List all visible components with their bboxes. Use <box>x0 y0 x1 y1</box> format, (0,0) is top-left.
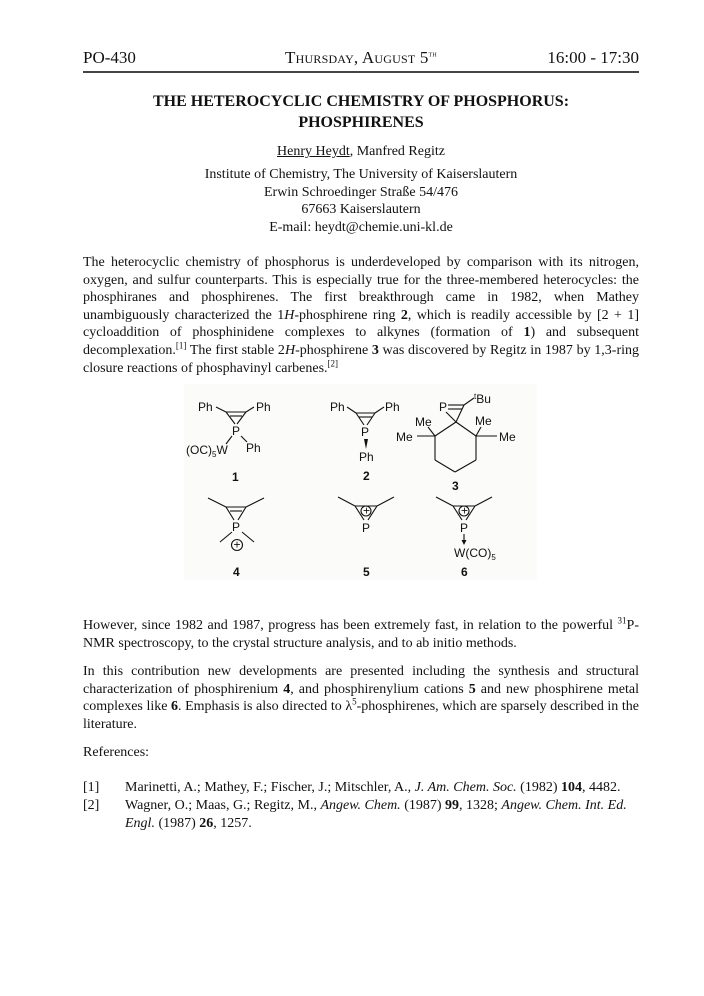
header-rule <box>83 71 639 73</box>
atom-label: P <box>362 521 371 535</box>
citation: [2] <box>327 357 339 368</box>
atom-label: P <box>232 424 241 438</box>
author-separator: , <box>349 144 357 159</box>
reference-text: Marinetti, A.; Mathey, F.; Fischer, J.; Mitschler, A., J. Am. Chem. Soc. (1982) 104, 4482. <box>125 780 621 795</box>
compound-ref: 6 <box>171 699 179 715</box>
title-line-1: THE HETEROCYCLIC CHEMISTRY OF PHOSPHORUS: <box>152 93 570 110</box>
volume: 104 <box>561 780 582 795</box>
page-header <box>83 48 639 70</box>
affiliation-institute: Institute of Chemistry, The University of Kaiserslautern <box>204 167 518 182</box>
compound-ref: 1 <box>523 325 531 341</box>
text-run-italic: H <box>284 307 295 323</box>
journal-name: Angew. Chem. Int. Ed. Engl. <box>125 798 627 831</box>
session-day-sup: th <box>428 48 437 59</box>
atom-label: Me <box>396 430 413 444</box>
text-run: -phosphirene ring <box>294 307 401 323</box>
compound-label: 1 <box>232 470 239 484</box>
atom-label: Ph <box>256 400 271 414</box>
compound-label: 3 <box>452 479 459 493</box>
charge-label: + <box>363 503 371 518</box>
affiliation <box>83 166 639 236</box>
text-run: -phosphirenes, which are sparsely described in the literature. <box>83 699 639 732</box>
text-run: In this contribution new developments are presented including the synthesis and structural characterization of phosphirenium <box>83 664 639 697</box>
isotope-superscript: 31 <box>617 615 627 626</box>
lambda-superscript: 5 <box>352 696 357 707</box>
text-run: and new phosphirene metal complexes like <box>83 681 639 715</box>
references-heading: References: <box>83 745 150 760</box>
atom-label: $(OC)_5W$ <box>186 443 228 459</box>
reference-number: [1] <box>83 780 100 795</box>
atom-label: Ph <box>359 450 374 464</box>
contribution-paragraph <box>83 663 639 733</box>
intro-paragraph <box>83 254 639 377</box>
atom-label: Me <box>499 430 516 444</box>
atom-label: $W(CO)_5$ <box>454 546 496 562</box>
atom-label: P <box>439 400 448 414</box>
text-run: was discovered by Regitz in 1987 by 1,3-ring closure reactions of phosphavinyl carbenes. <box>83 342 639 376</box>
compound-label: 6 <box>461 565 468 579</box>
text-run: , which is readily accessible by [2 + 1] cycloaddition of phosphinidene complexes to alkynes (formation of <box>83 307 639 341</box>
presenting-author: Henry Heydt <box>277 144 350 159</box>
affiliation-street: Erwin Schroedinger Straße 54/476 <box>263 184 458 200</box>
compound-3 <box>396 392 516 493</box>
session-time: 16:00 - 17:30 <box>547 48 639 67</box>
atom-label: Ph <box>246 441 261 455</box>
progress-paragraph <box>83 617 639 652</box>
text-run: The heterocyclic chemistry of phosphorus is underdeveloped by comparison with its nitrogen, oxygen, and sulfur counterparts. This is especially true for the three-membered heterocycles: the phosphiranes and phosphirenes. The first breakthrough came in 1982, when Mathey unambiguously characterized the 1 <box>83 255 639 323</box>
text-run: ) and subsequent decomplexation. <box>83 325 639 358</box>
structures-figure <box>184 384 537 580</box>
title-line-2: PHOSPHIRENES <box>298 114 424 131</box>
atom-label: P <box>232 520 241 534</box>
atom-label: Ph <box>330 400 345 414</box>
compound-ref: 2 <box>400 307 408 323</box>
abstract-title <box>83 91 639 133</box>
text-run: , and phosphirenylium cations <box>290 681 469 697</box>
compound-ref: 4 <box>283 681 291 697</box>
compound-2 <box>330 400 400 483</box>
compound-ref: 5 <box>468 681 476 697</box>
text-run: The first stable 2 <box>186 342 285 358</box>
authors <box>83 144 639 160</box>
reference-text: Wagner, O.; Maas, G.; Regitz, M., Angew. Chem. (1987) 99, 1328; Angew. Chem. Int. Ed. Engl. (1987) 26, 1257. <box>125 798 627 831</box>
text-run: However, since 1982 and 1987, progress has been extremely fast, in relation to the powerful <box>83 618 618 633</box>
volume: 99 <box>445 798 460 813</box>
session-day-text: Thursday, August 5 <box>285 48 429 67</box>
compound-label: 2 <box>363 469 370 483</box>
coauthor: Manfred Regitz <box>356 144 445 159</box>
text-run: . Emphasis is also directed to λ <box>178 699 353 715</box>
citation: [1] <box>175 340 187 351</box>
atom-label: $^t$Bu <box>474 392 491 406</box>
affiliation-email: E-mail: heydt@chemie.uni-kl.de <box>269 219 453 235</box>
atom-label: P <box>361 425 370 439</box>
atom-label: Me <box>475 414 492 428</box>
reference-number: [2] <box>83 798 100 813</box>
compound-1 <box>186 400 271 484</box>
charge-label: + <box>233 537 241 552</box>
poster-code: PO-430 <box>83 48 136 67</box>
compound-label: 5 <box>363 565 370 579</box>
charge-label: + <box>461 503 469 518</box>
compound-ref: 3 <box>371 342 379 358</box>
journal-name: J. Am. Chem. Soc. <box>414 780 517 795</box>
journal-name: Angew. Chem. <box>320 798 401 813</box>
compound-6 <box>436 497 496 579</box>
text-run: -phosphirene <box>295 342 372 358</box>
compound-5 <box>338 497 394 579</box>
text-run-italic: H <box>284 342 296 358</box>
affiliation-city: 67663 Kaiserslautern <box>301 202 421 218</box>
atom-label: Ph <box>385 400 400 414</box>
text-run: P-NMR spectroscopy, to the crystal structure analysis, and to ab initio methods. <box>83 618 639 651</box>
atom-label: Me <box>415 415 432 429</box>
compound-label: 4 <box>233 565 240 579</box>
atom-label: Ph <box>198 400 213 414</box>
volume: 26 <box>199 815 214 831</box>
atom-label: P <box>460 521 469 535</box>
compound-4 <box>208 498 264 579</box>
